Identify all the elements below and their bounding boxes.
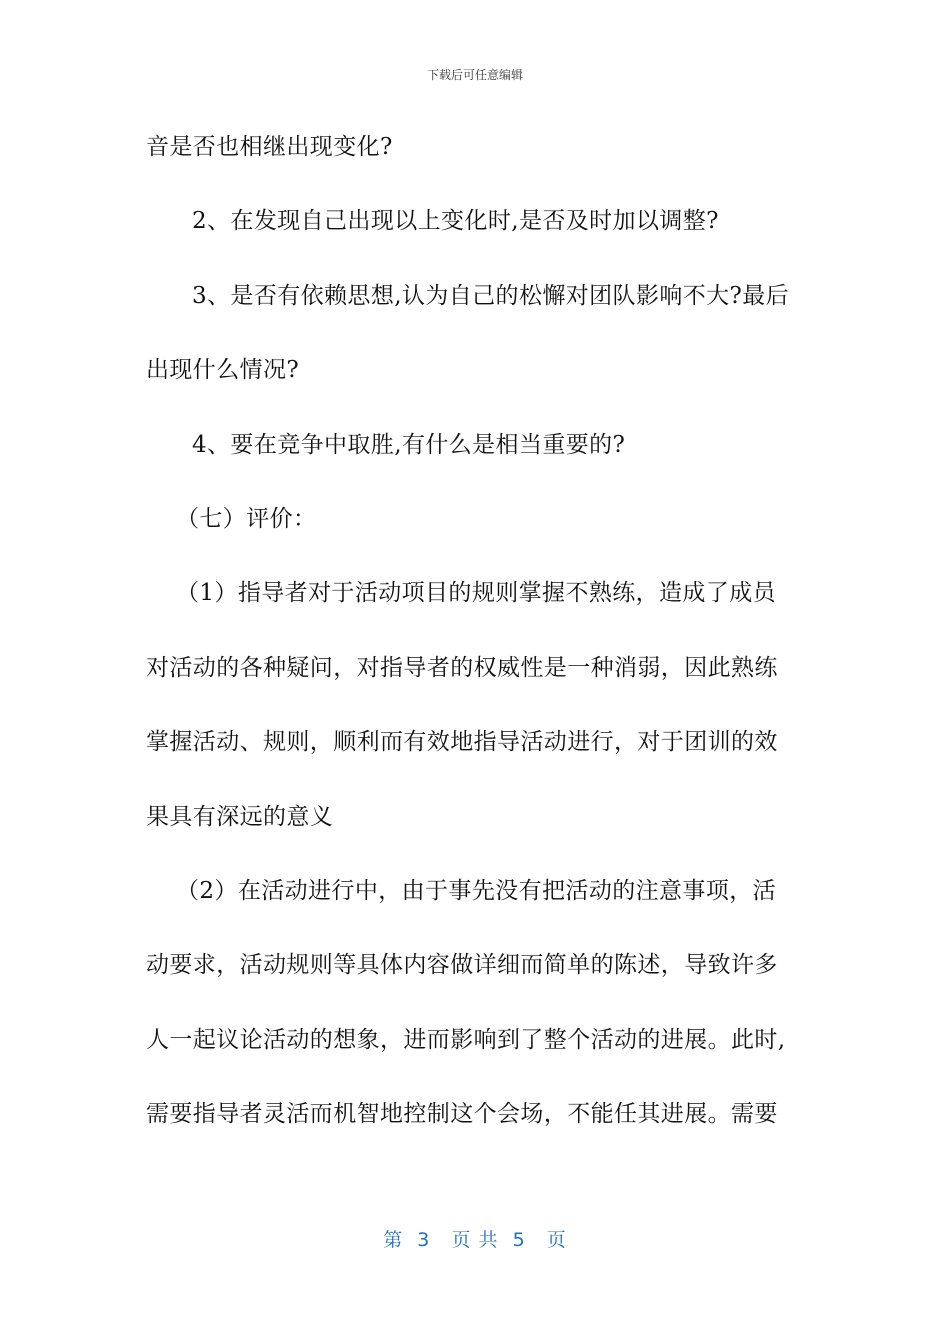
text-line: （1）指导者对于活动项目的规则掌握不熟练，造成了成员	[176, 580, 777, 607]
text-line: 掌握活动、规则，顺利而有效地指导活动进行，对于团训的效	[146, 729, 778, 756]
text-line: 需要指导者灵活而机智地控制这个会场，不能任其进展。需要	[146, 1101, 778, 1128]
text-line: 4、要在竞争中取胜,有什么是相当重要的?	[192, 431, 626, 458]
text-line: （2）在活动进行中，由于事先没有把活动的注意事项，活	[176, 877, 777, 904]
text-line: 音是否也相继出现变化?	[146, 134, 393, 160]
text-line: 对活动的各种疑问，对指导者的权威性是一种消弱，因此熟练	[146, 654, 778, 681]
text-line: 动要求，活动规则等具体内容做详细而简单的陈述，导致许多	[146, 952, 778, 979]
text-line: 人一起议论活动的想象，进而影响到了整个活动的进展。此时,	[146, 1026, 786, 1053]
text-line: 2、在发现自己出现以上变化时,是否及时加以调整?	[192, 208, 719, 235]
section-heading: （七）评价：	[176, 505, 317, 532]
text-line: 3、是否有依赖思想,认为自己的松懈对团队影响不大?最后	[192, 282, 790, 309]
text-line: 出现什么情况?	[146, 357, 300, 384]
body-text	[146, 124, 806, 1165]
text-line: 果具有深远的意义	[146, 803, 334, 830]
page-number-footer: 第 3 页 共 5 页	[383, 1229, 567, 1251]
header-note: 下载后可任意编辑	[426, 68, 523, 82]
